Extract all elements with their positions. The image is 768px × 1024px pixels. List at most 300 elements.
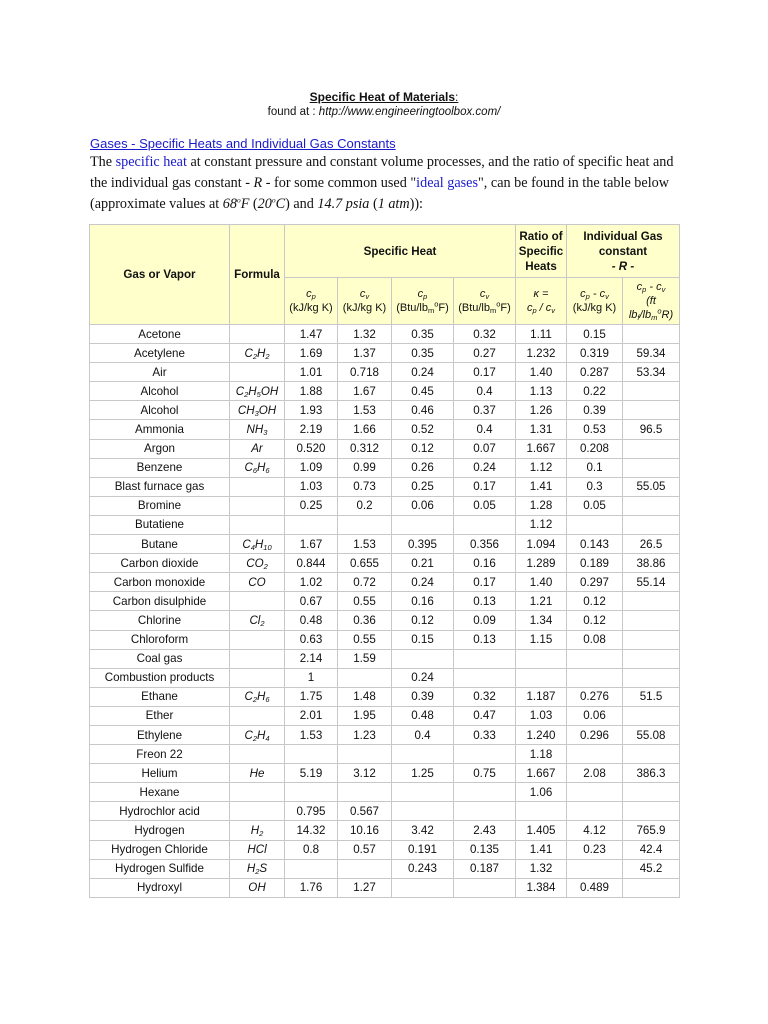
- cell-r-imperial: [623, 515, 680, 534]
- table-row: [90, 859, 680, 878]
- cell-gas: Chloroform: [90, 630, 230, 649]
- cell-cp-btu: 0.39: [392, 687, 454, 706]
- col-header-gas-constant: Individual Gas constant - R -: [567, 225, 680, 278]
- cell-cv-btu: 0.13: [454, 630, 516, 649]
- cell-formula: [230, 515, 285, 534]
- cell-cp-kj: 0.25: [285, 496, 338, 515]
- cell-r-imperial: [623, 745, 680, 764]
- cell-cv-btu: 0.356: [454, 535, 516, 554]
- table-row: [90, 649, 680, 668]
- cell-cp-kj: 0.795: [285, 802, 338, 821]
- cell-cv-btu: 0.75: [454, 764, 516, 783]
- cell-cp-kj: 0.8: [285, 840, 338, 859]
- cell-gas: Blast furnace gas: [90, 477, 230, 496]
- cell-cv-kj: 0.57: [338, 840, 392, 859]
- cell-kappa: 1.667: [516, 439, 567, 458]
- cell-gas: Carbon disulphide: [90, 592, 230, 611]
- cell-r-imperial: [623, 783, 680, 802]
- cell-cp-btu: 0.15: [392, 630, 454, 649]
- cell-cv-btu: 0.37: [454, 401, 516, 420]
- cell-r-imperial: [623, 630, 680, 649]
- table-row: [90, 496, 680, 515]
- table-row: [90, 420, 680, 439]
- cell-r-si: 0.208: [567, 439, 623, 458]
- cell-cp-btu: 0.35: [392, 325, 454, 344]
- title-block: [0, 90, 768, 118]
- cell-kappa: 1.13: [516, 382, 567, 401]
- cell-gas: Hydroxyl: [90, 878, 230, 897]
- cell-cv-kj: 1.67: [338, 382, 392, 401]
- cell-cp-btu: [392, 802, 454, 821]
- specific-heat-table: [89, 224, 680, 898]
- cell-r-si: 0.12: [567, 592, 623, 611]
- ideal-gases-link[interactable]: ideal gases: [416, 175, 479, 191]
- cell-r-imperial: [623, 325, 680, 344]
- cell-cp-btu: 0.24: [392, 573, 454, 592]
- cell-gas: Hydrogen Sulfide: [90, 859, 230, 878]
- cell-cp-btu: 0.26: [392, 458, 454, 477]
- cell-cp-btu: 0.243: [392, 859, 454, 878]
- cell-cv-kj: [338, 783, 392, 802]
- cell-cp-kj: 2.14: [285, 649, 338, 668]
- cell-cv-btu: [454, 515, 516, 534]
- specific-heat-link[interactable]: specific heat: [115, 154, 187, 170]
- cell-gas: Acetylene: [90, 344, 230, 363]
- cell-cv-btu: 0.13: [454, 592, 516, 611]
- cell-gas: Acetone: [90, 325, 230, 344]
- cell-cp-btu: 0.4: [392, 725, 454, 744]
- cell-cv-btu: 0.17: [454, 363, 516, 382]
- cell-formula: [230, 649, 285, 668]
- cell-r-si: 0.15: [567, 325, 623, 344]
- cell-formula: [230, 668, 285, 687]
- cell-cv-btu: 0.24: [454, 458, 516, 477]
- col-header-formula: Formula: [230, 225, 285, 325]
- cell-cv-kj: 0.655: [338, 554, 392, 573]
- document-title: Specific Heat of Materials:: [309, 90, 459, 104]
- cell-cp-btu: 0.46: [392, 401, 454, 420]
- cell-kappa: 1.31: [516, 420, 567, 439]
- cell-cv-kj: 1.32: [338, 325, 392, 344]
- cell-kappa: [516, 668, 567, 687]
- cell-cp-kj: 1.09: [285, 458, 338, 477]
- cell-cv-kj: 1.66: [338, 420, 392, 439]
- cell-cp-kj: 0.63: [285, 630, 338, 649]
- cell-cv-btu: 0.17: [454, 573, 516, 592]
- cell-r-imperial: 53.34: [623, 363, 680, 382]
- cell-r-imperial: [623, 706, 680, 725]
- table-row: [90, 515, 680, 534]
- cell-cv-kj: [338, 859, 392, 878]
- cell-r-si: 0.319: [567, 344, 623, 363]
- cell-cv-btu: 0.05: [454, 496, 516, 515]
- cell-kappa: 1.232: [516, 344, 567, 363]
- cell-cp-btu: 3.42: [392, 821, 454, 840]
- cell-cv-kj: 1.48: [338, 687, 392, 706]
- table-row: [90, 783, 680, 802]
- table-row: [90, 725, 680, 744]
- cell-r-imperial: 55.05: [623, 477, 680, 496]
- cell-formula: [230, 745, 285, 764]
- cell-r-si: 0.12: [567, 611, 623, 630]
- cell-r-imperial: 59.34: [623, 344, 680, 363]
- cell-formula: [230, 802, 285, 821]
- cell-cp-btu: 0.12: [392, 439, 454, 458]
- cell-r-si: 0.53: [567, 420, 623, 439]
- cell-formula: [230, 706, 285, 725]
- cell-cv-kj: 0.718: [338, 363, 392, 382]
- cell-gas: Alcohol: [90, 401, 230, 420]
- cell-cp-btu: 0.35: [392, 344, 454, 363]
- table-row: [90, 439, 680, 458]
- cell-r-imperial: 45.2: [623, 859, 680, 878]
- cell-cv-kj: [338, 515, 392, 534]
- cell-cp-btu: [392, 878, 454, 897]
- cell-formula: $C_2H_4$: [230, 725, 285, 744]
- cell-cp-btu: 0.52: [392, 420, 454, 439]
- cell-cp-kj: 14.32: [285, 821, 338, 840]
- cell-cv-btu: [454, 878, 516, 897]
- col-header-gas: Gas or Vapor: [90, 225, 230, 325]
- cell-formula: [230, 630, 285, 649]
- cell-formula: $H_2$: [230, 821, 285, 840]
- table-row: [90, 630, 680, 649]
- cell-cp-kj: 1.93: [285, 401, 338, 420]
- cell-cp-kj: 0.844: [285, 554, 338, 573]
- cell-r-imperial: 51.5: [623, 687, 680, 706]
- cell-r-imperial: [623, 802, 680, 821]
- cell-kappa: 1.32: [516, 859, 567, 878]
- cell-r-imperial: [623, 439, 680, 458]
- cell-r-imperial: [623, 496, 680, 515]
- table-row: [90, 535, 680, 554]
- cell-r-si: 0.1: [567, 458, 623, 477]
- cell-r-si: 4.12: [567, 821, 623, 840]
- cell-gas: Ethylene: [90, 725, 230, 744]
- cell-cp-kj: 1.76: [285, 878, 338, 897]
- cell-cv-btu: 0.32: [454, 687, 516, 706]
- cell-formula: $C_6H_6$: [230, 458, 285, 477]
- cell-r-si: 0.05: [567, 496, 623, 515]
- cell-cp-kj: 1.47: [285, 325, 338, 344]
- section-heading-link[interactable]: Gases - Specific Heats and Individual Gas Constants: [90, 136, 396, 151]
- cell-formula: $C_4H_{10}$: [230, 535, 285, 554]
- cell-cv-kj: 10.16: [338, 821, 392, 840]
- table-row: [90, 477, 680, 496]
- cell-r-si: 0.23: [567, 840, 623, 859]
- intro-paragraph: The specific heat at constant pressure and constant volume processes, and the ratio of specific heat and the individual gas constant - R - for some common used "ideal gases", can be found in the table below (approximate values at 68$^o$F (20$^o$C) and 14.7 psia (1 atm)):: [90, 154, 674, 212]
- cell-cv-btu: 0.187: [454, 859, 516, 878]
- table-row: [90, 668, 680, 687]
- cell-cp-kj: 0.520: [285, 439, 338, 458]
- cell-cp-kj: 1.03: [285, 477, 338, 496]
- cell-gas: Air: [90, 363, 230, 382]
- cell-formula: $NH_3$: [230, 420, 285, 439]
- cell-r-si: 0.296: [567, 725, 623, 744]
- cell-cv-btu: [454, 649, 516, 668]
- cell-r-imperial: 55.14: [623, 573, 680, 592]
- cell-cp-btu: 0.12: [392, 611, 454, 630]
- cell-r-si: [567, 745, 623, 764]
- cell-cp-btu: 0.16: [392, 592, 454, 611]
- cell-cp-btu: 0.24: [392, 363, 454, 382]
- cell-cp-kj: 1: [285, 668, 338, 687]
- cell-cv-kj: 0.72: [338, 573, 392, 592]
- cell-r-si: [567, 859, 623, 878]
- cell-r-imperial: 765.9: [623, 821, 680, 840]
- table-row: [90, 382, 680, 401]
- cell-cp-kj: [285, 515, 338, 534]
- cell-r-si: 0.08: [567, 630, 623, 649]
- cell-kappa: 1.15: [516, 630, 567, 649]
- col-header-ratio: Ratio of Specific Heats: [516, 225, 567, 278]
- cell-cv-btu: [454, 802, 516, 821]
- col-header-cp-btu: $c_p$ $(Btu/lb_m^oF)$: [392, 278, 454, 325]
- cell-kappa: 1.405: [516, 821, 567, 840]
- cell-kappa: 1.094: [516, 535, 567, 554]
- cell-gas: Carbon dioxide: [90, 554, 230, 573]
- table-row: [90, 344, 680, 363]
- cell-cv-btu: 0.17: [454, 477, 516, 496]
- cell-cp-kj: [285, 859, 338, 878]
- cell-cp-kj: 1.02: [285, 573, 338, 592]
- cell-kappa: 1.26: [516, 401, 567, 420]
- cell-cp-kj: 1.75: [285, 687, 338, 706]
- cell-r-si: 0.489: [567, 878, 623, 897]
- cell-cv-btu: 0.4: [454, 420, 516, 439]
- table-row: [90, 687, 680, 706]
- cell-gas: Carbon monoxide: [90, 573, 230, 592]
- cell-formula: $H_2S$: [230, 859, 285, 878]
- cell-kappa: 1.40: [516, 573, 567, 592]
- cell-gas: Combustion products: [90, 668, 230, 687]
- table-row: [90, 325, 680, 344]
- cell-formula: [230, 592, 285, 611]
- cell-cv-btu: 0.135: [454, 840, 516, 859]
- cell-kappa: 1.240: [516, 725, 567, 744]
- table-row: [90, 592, 680, 611]
- cell-cp-btu: 0.45: [392, 382, 454, 401]
- cell-kappa: 1.12: [516, 458, 567, 477]
- cell-gas: Butatiene: [90, 515, 230, 534]
- cell-formula: $C_2H_6$: [230, 687, 285, 706]
- cell-cv-kj: 0.2: [338, 496, 392, 515]
- cell-r-imperial: [623, 649, 680, 668]
- cell-cv-btu: [454, 668, 516, 687]
- cell-formula: $CH_3OH$: [230, 401, 285, 420]
- table-row: [90, 363, 680, 382]
- cell-r-si: [567, 783, 623, 802]
- table-body: [90, 325, 680, 898]
- cell-cp-btu: [392, 515, 454, 534]
- cell-cv-kj: 1.53: [338, 535, 392, 554]
- cell-r-si: 0.22: [567, 382, 623, 401]
- cell-formula: [230, 363, 285, 382]
- cell-cv-kj: 0.55: [338, 592, 392, 611]
- cell-kappa: [516, 649, 567, 668]
- cell-formula: $Cl_2$: [230, 611, 285, 630]
- cell-formula: [230, 325, 285, 344]
- cell-r-imperial: 96.5: [623, 420, 680, 439]
- cell-gas: Alcohol: [90, 382, 230, 401]
- cell-r-si: 0.143: [567, 535, 623, 554]
- cell-cv-btu: 0.27: [454, 344, 516, 363]
- cell-gas: Argon: [90, 439, 230, 458]
- cell-cv-btu: 0.16: [454, 554, 516, 573]
- cell-cp-kj: 5.19: [285, 764, 338, 783]
- cell-cv-kj: [338, 745, 392, 764]
- cell-formula: $C_2H_5OH$: [230, 382, 285, 401]
- cell-formula: Ar: [230, 439, 285, 458]
- table-row: [90, 878, 680, 897]
- cell-cp-btu: [392, 745, 454, 764]
- cell-gas: Coal gas: [90, 649, 230, 668]
- cell-cv-kj: 1.59: [338, 649, 392, 668]
- cell-cp-btu: [392, 783, 454, 802]
- cell-cp-btu: [392, 649, 454, 668]
- cell-r-si: 0.189: [567, 554, 623, 573]
- cell-cv-btu: [454, 783, 516, 802]
- cell-cv-kj: 1.95: [338, 706, 392, 725]
- cell-formula: He: [230, 764, 285, 783]
- cell-cv-btu: 2.43: [454, 821, 516, 840]
- document-source: found at : http://www.engineeringtoolbox.com/: [267, 106, 501, 118]
- cell-cv-btu: 0.32: [454, 325, 516, 344]
- cell-cv-kj: 0.73: [338, 477, 392, 496]
- cell-kappa: 1.11: [516, 325, 567, 344]
- cell-cp-kj: 1.67: [285, 535, 338, 554]
- cell-r-imperial: 42.4: [623, 840, 680, 859]
- cell-gas: Ammonia: [90, 420, 230, 439]
- cell-kappa: 1.28: [516, 496, 567, 515]
- cell-cp-btu: 1.25: [392, 764, 454, 783]
- cell-r-imperial: 55.08: [623, 725, 680, 744]
- cell-gas: Freon 22: [90, 745, 230, 764]
- cell-cv-kj: 0.99: [338, 458, 392, 477]
- cell-formula: [230, 496, 285, 515]
- table-row: [90, 764, 680, 783]
- cell-cv-btu: 0.4: [454, 382, 516, 401]
- cell-r-si: [567, 802, 623, 821]
- cell-cp-btu: 0.48: [392, 706, 454, 725]
- cell-r-imperial: [623, 592, 680, 611]
- cell-formula: CO: [230, 573, 285, 592]
- cell-cv-kj: 0.312: [338, 439, 392, 458]
- cell-cv-kj: 1.37: [338, 344, 392, 363]
- cell-r-si: 0.3: [567, 477, 623, 496]
- cell-cp-kj: 0.48: [285, 611, 338, 630]
- cell-kappa: 1.06: [516, 783, 567, 802]
- cell-kappa: 1.34: [516, 611, 567, 630]
- table-row: [90, 821, 680, 840]
- cell-gas: Hydrogen: [90, 821, 230, 840]
- col-header-r-imperial: $c_p - c_v$ (ft $lb_f/lb_m^oR$): [623, 278, 680, 325]
- cell-cp-kj: 1.01: [285, 363, 338, 382]
- cell-gas: Chlorine: [90, 611, 230, 630]
- cell-cv-kj: 3.12: [338, 764, 392, 783]
- cell-kappa: 1.41: [516, 840, 567, 859]
- cell-r-si: 0.39: [567, 401, 623, 420]
- cell-cp-kj: [285, 783, 338, 802]
- cell-gas: Helium: [90, 764, 230, 783]
- cell-kappa: 1.187: [516, 687, 567, 706]
- cell-formula: [230, 783, 285, 802]
- cell-kappa: 1.384: [516, 878, 567, 897]
- cell-cp-btu: 0.06: [392, 496, 454, 515]
- cell-cv-btu: 0.47: [454, 706, 516, 725]
- cell-cp-kj: 2.01: [285, 706, 338, 725]
- cell-kappa: 1.12: [516, 515, 567, 534]
- table-row: [90, 745, 680, 764]
- cell-r-si: 0.06: [567, 706, 623, 725]
- table-row: [90, 554, 680, 573]
- cell-cp-kj: 1.88: [285, 382, 338, 401]
- cell-cp-kj: 1.53: [285, 725, 338, 744]
- cell-cp-kj: 1.69: [285, 344, 338, 363]
- cell-gas: Hexane: [90, 783, 230, 802]
- cell-r-imperial: 386.3: [623, 764, 680, 783]
- cell-cv-kj: 1.27: [338, 878, 392, 897]
- table-row: [90, 458, 680, 477]
- cell-kappa: 1.41: [516, 477, 567, 496]
- cell-kappa: 1.21: [516, 592, 567, 611]
- cell-r-imperial: 38.86: [623, 554, 680, 573]
- cell-cv-btu: 0.09: [454, 611, 516, 630]
- cell-cv-kj: 0.55: [338, 630, 392, 649]
- cell-cv-kj: [338, 668, 392, 687]
- cell-cp-btu: 0.191: [392, 840, 454, 859]
- cell-cp-btu: 0.24: [392, 668, 454, 687]
- cell-kappa: 1.667: [516, 764, 567, 783]
- col-header-cp-kj: $c_p$ (kJ/kg K): [285, 278, 338, 325]
- cell-r-imperial: [623, 611, 680, 630]
- cell-r-imperial: [623, 458, 680, 477]
- cell-gas: Hydrogen Chloride: [90, 840, 230, 859]
- col-header-cv-kj: $c_v$ (kJ/kg K): [338, 278, 392, 325]
- cell-gas: Benzene: [90, 458, 230, 477]
- cell-r-si: 0.287: [567, 363, 623, 382]
- cell-r-imperial: [623, 668, 680, 687]
- col-header-kappa: κ = $c_p / c_v$: [516, 278, 567, 325]
- cell-r-imperial: [623, 382, 680, 401]
- cell-cp-kj: 2.19: [285, 420, 338, 439]
- cell-r-imperial: [623, 401, 680, 420]
- cell-r-imperial: 26.5: [623, 535, 680, 554]
- cell-r-si: 2.08: [567, 764, 623, 783]
- cell-kappa: 1.18: [516, 745, 567, 764]
- cell-cp-btu: 0.25: [392, 477, 454, 496]
- cell-cv-btu: 0.33: [454, 725, 516, 744]
- cell-formula: HCl: [230, 840, 285, 859]
- cell-r-si: [567, 649, 623, 668]
- source-url: http://www.engineeringtoolbox.com/: [318, 106, 501, 118]
- col-header-r-si: $c_p - c_v$ (kJ/kg K): [567, 278, 623, 325]
- table-row: [90, 840, 680, 859]
- cell-r-si: 0.276: [567, 687, 623, 706]
- cell-formula: $CO_2$: [230, 554, 285, 573]
- cell-gas: Butane: [90, 535, 230, 554]
- table-row: [90, 401, 680, 420]
- col-header-specific-heat: Specific Heat: [285, 225, 516, 278]
- cell-cv-btu: 0.07: [454, 439, 516, 458]
- cell-gas: Bromine: [90, 496, 230, 515]
- table-row: [90, 706, 680, 725]
- cell-formula: $C_2H_2$: [230, 344, 285, 363]
- table-row: [90, 573, 680, 592]
- col-header-cv-btu: $c_v$ $(Btu/lb_m^oF)$: [454, 278, 516, 325]
- cell-cp-kj: [285, 745, 338, 764]
- cell-kappa: [516, 802, 567, 821]
